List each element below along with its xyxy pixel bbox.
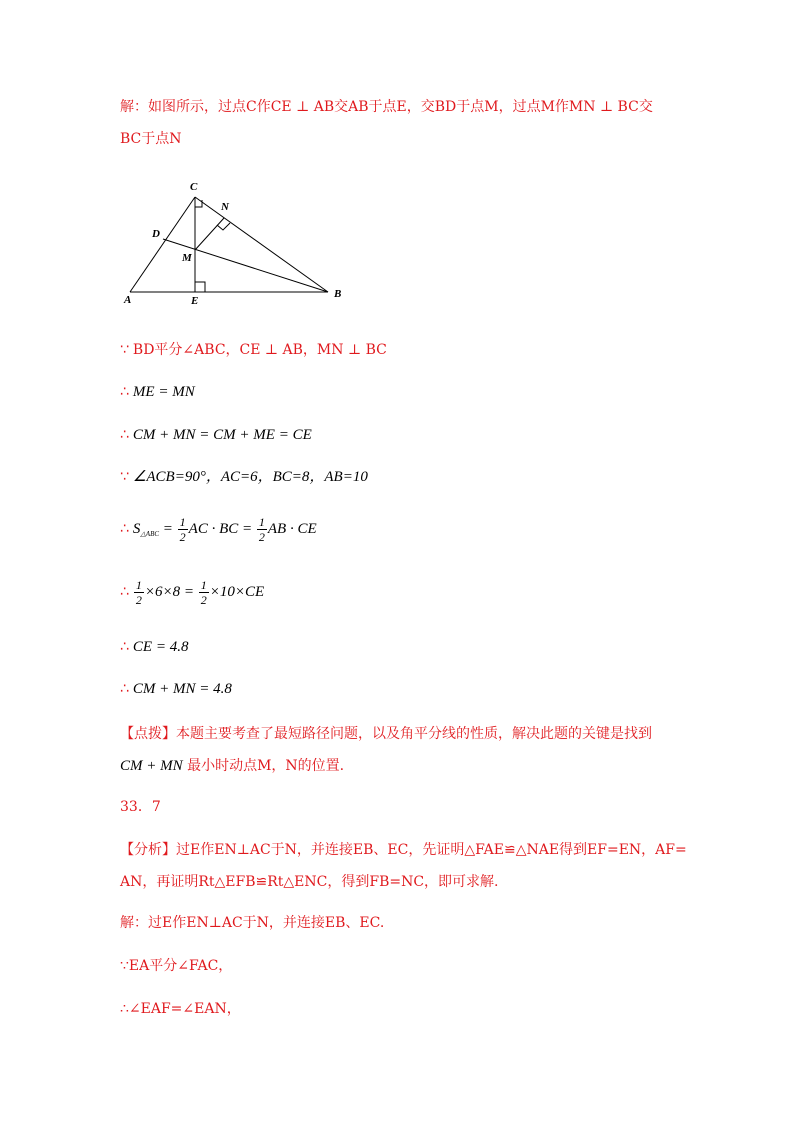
- dianbo-line-1: 【点拨】本题主要考查了最短路径问题，以及角平分线的性质，解决此题的关键是找到: [120, 726, 652, 742]
- segment-bd: [163, 239, 328, 292]
- jie2-line-2: ∵EA平分∠FAC，: [120, 958, 233, 974]
- fraction-half: $\frac{1}{2}$: [258, 515, 265, 545]
- dianbo-line-2: CM + MN 最小时动点M，N的位置.: [120, 758, 345, 774]
- jie2-line-1: 解：过E作EN⊥AC于N，并连接EB、EC.: [120, 915, 385, 931]
- label-e: E: [191, 295, 199, 305]
- label-m: M: [182, 252, 192, 264]
- fraction-half: $\frac{1}{2}$: [200, 578, 207, 608]
- step-6: ∴ $\frac{1}{2}$ ×6×8 = $\frac{1}{2}$ ×10×CE: [120, 578, 265, 608]
- intro-line-1: 解：如图所示，过点C作CE ⊥ AB交AB于点E，交BD于点M，过点M作MN ⊥ BC交: [120, 99, 653, 115]
- label-d: D: [152, 228, 160, 240]
- step-7: ∴ CE = 4.8: [120, 639, 189, 655]
- intro-line-2: BC于点N: [120, 131, 182, 147]
- jie2-line-3: ∴∠EAF=∠EAN，: [120, 1001, 241, 1017]
- step-4: ∵ ∠ACB=90°，AC=6，BC=8，AB=10: [120, 469, 368, 485]
- fraction-half: $\frac{1}{2}$: [135, 578, 142, 608]
- segment-cb: [195, 197, 328, 292]
- step-1: ∵ BD平分∠ABC，CE ⊥ AB，MN ⊥ BC: [120, 342, 387, 358]
- label-n: N: [221, 201, 229, 213]
- segment-mn: [195, 218, 224, 250]
- fenxi-line-1: 【分析】过E作EN⊥AC于N，并连接EB、EC，先证明△FAE≌△NAE得到EF=EN，AF=: [120, 842, 687, 858]
- problem-number: 33．7: [120, 799, 161, 815]
- step-3: ∴ CM + MN = CM + ME = CE: [120, 427, 312, 443]
- step-5: ∴ $S_{\triangle ABC}$ = $\frac{1}{2}$ AC · BC = $\frac{1}{2}$ AB · CE: [120, 515, 317, 545]
- triangle-figure: [115, 175, 355, 305]
- segment-ac: [130, 197, 195, 292]
- fenxi-line-2: AN，再证明Rt△EFB≌Rt△ENC，得到FB=NC，即可求解.: [120, 874, 499, 890]
- label-a: A: [124, 294, 132, 305]
- label-b: B: [334, 288, 342, 300]
- fraction-half: $\frac{1}{2}$: [179, 515, 186, 545]
- label-c: C: [190, 181, 198, 193]
- right-angle-e: [195, 282, 205, 292]
- step-2: ∴ ME = MN: [120, 384, 195, 400]
- step-8: ∴ CM + MN = 4.8: [120, 681, 232, 697]
